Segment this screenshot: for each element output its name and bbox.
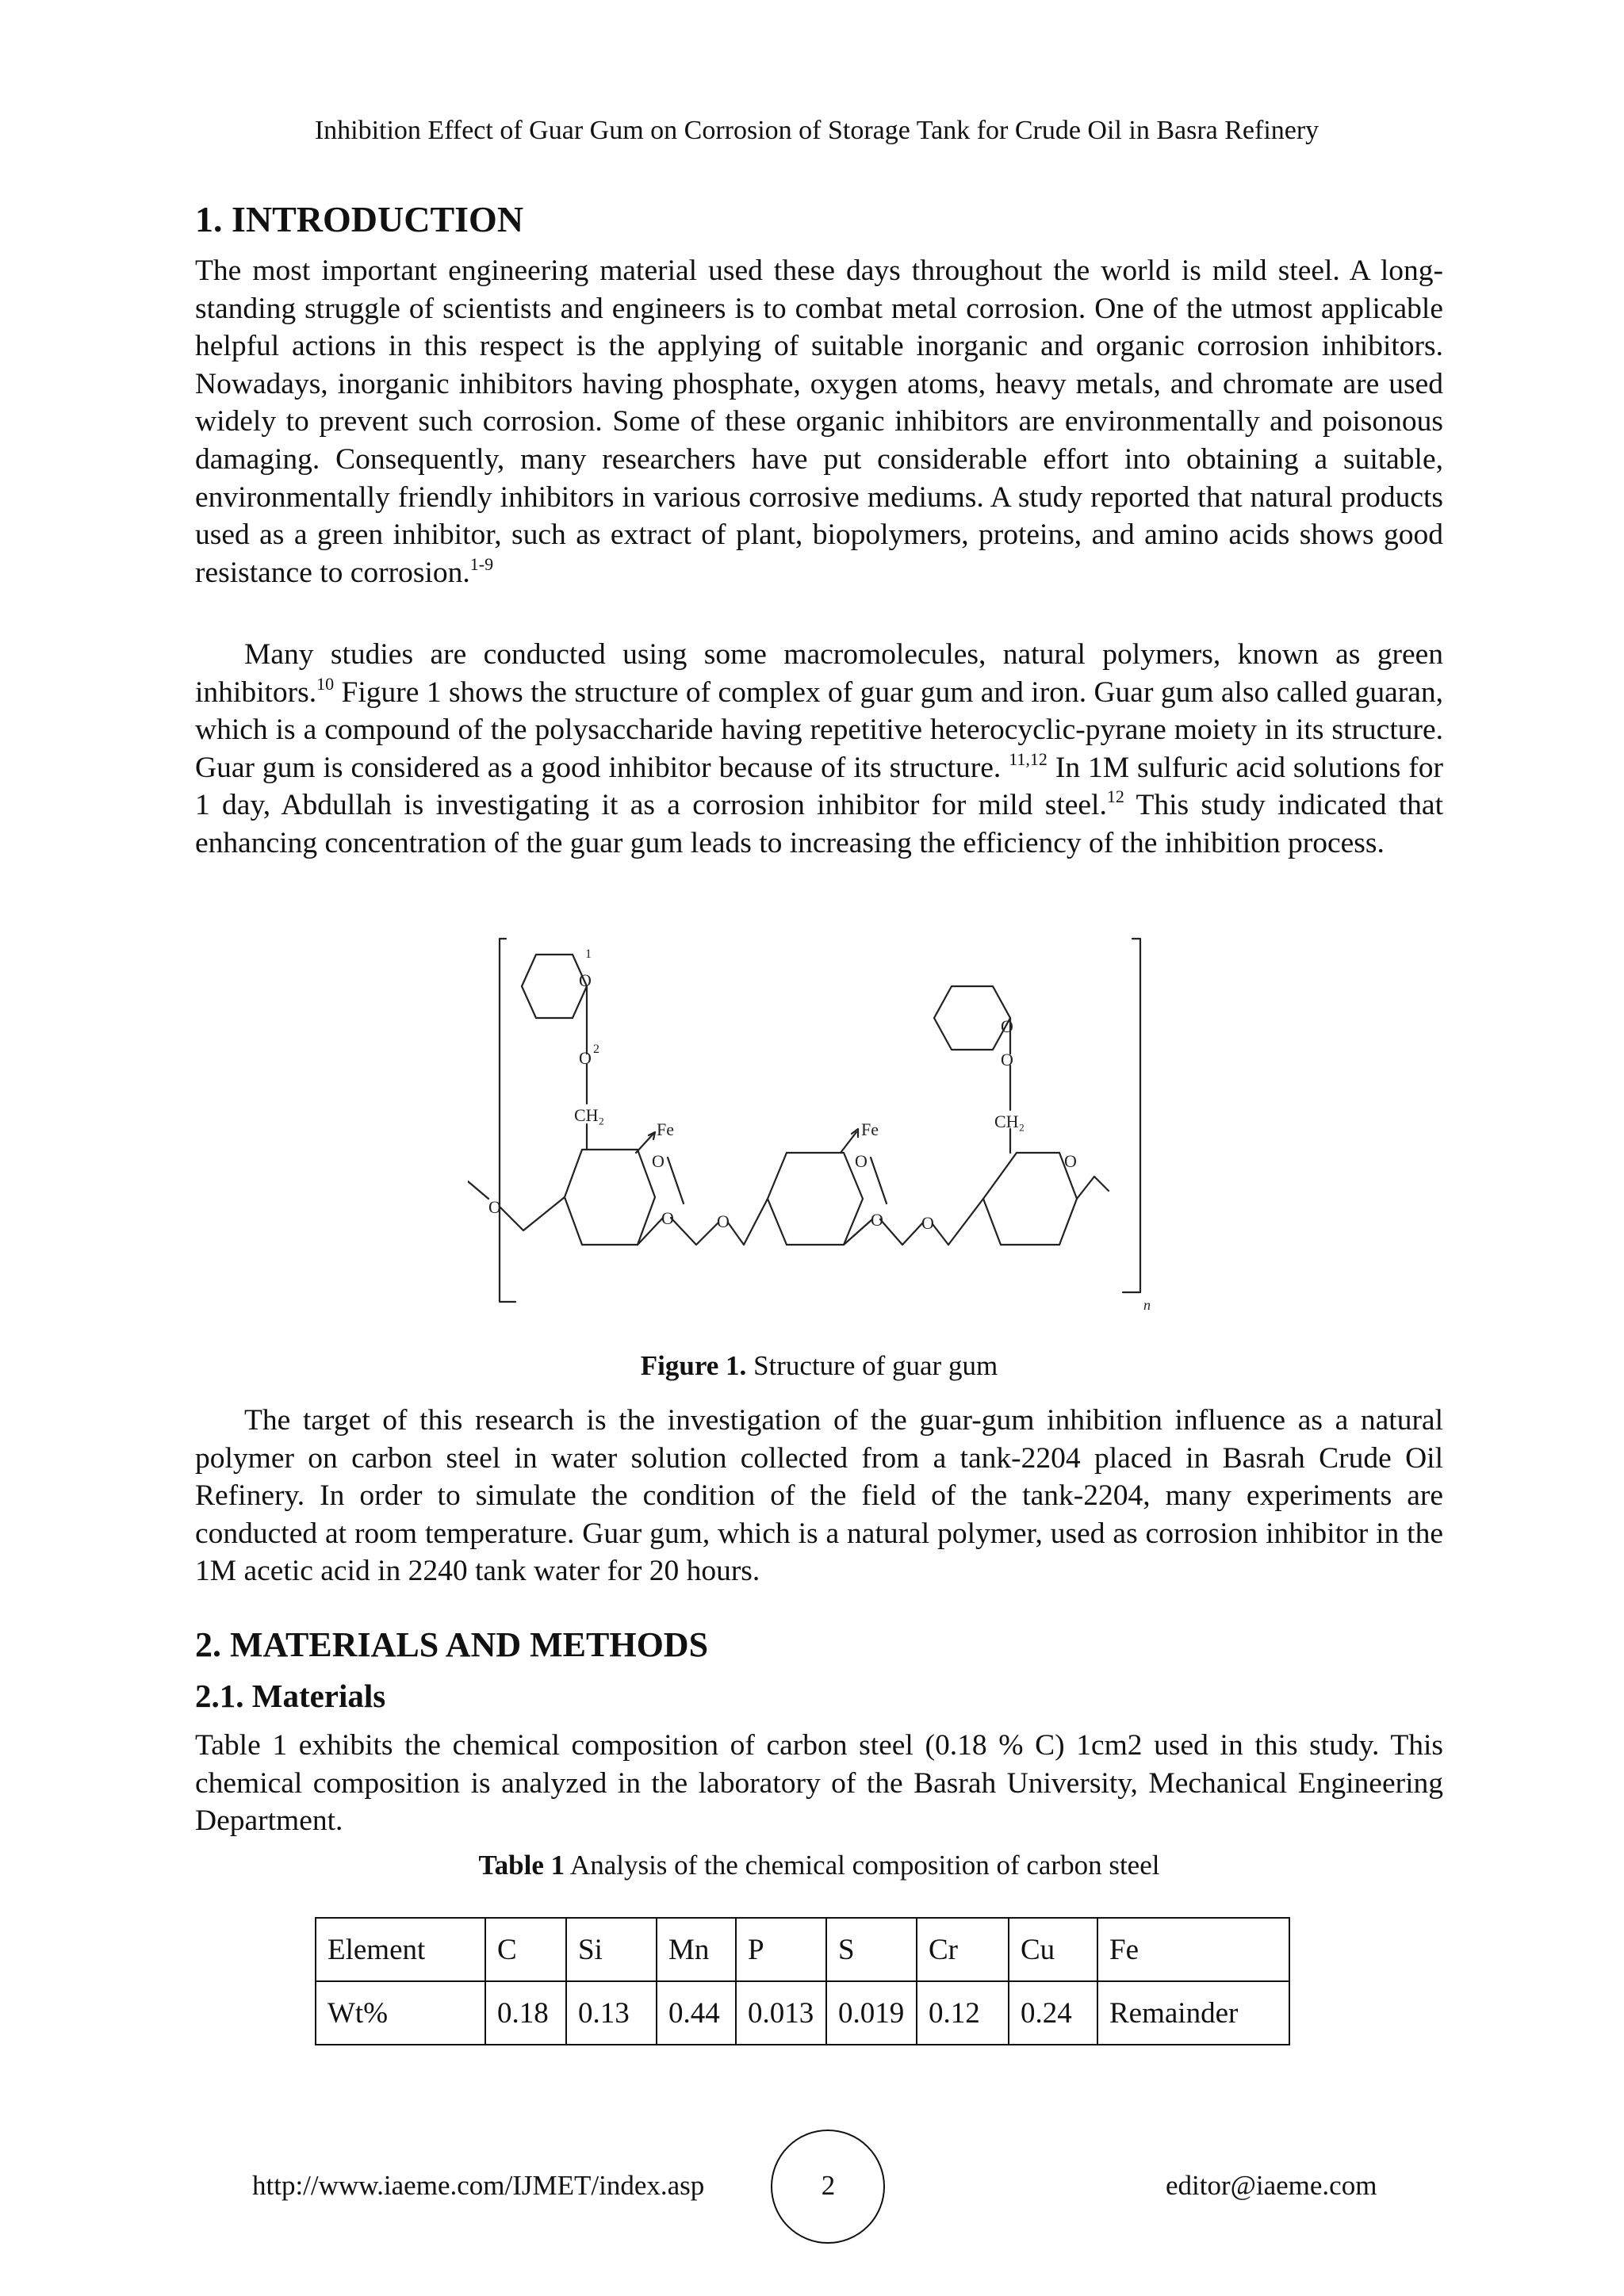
citation-12: 12 (1106, 786, 1124, 807)
backbone-ring-1 (565, 1150, 655, 1245)
label-fe-left: Fe (657, 1119, 674, 1139)
figure-1-caption (195, 1349, 1443, 1383)
label-o-terminal: O (488, 1197, 501, 1217)
citation-10: 10 (316, 673, 335, 694)
guar-gum-structure-figure (468, 929, 1166, 1314)
materials-paragraph: Table 1 exhibits the chemical composition of carbon steel (0.18 % C) 1cm2 used in this study. This chemical composition is analyzed in the laboratory of the Basrah University, Mechanical Engineering Department. (195, 1729, 1443, 1838)
table-row (316, 1981, 1289, 2045)
intro-paragraph-2-text-b: Figure 1 shows the structure of complex of guar gum and iron. Guar gum also called guaran, which is a compound of the polysaccharide having repetitive heterocyclic-pyrane moiety in its structure. Guar gum is considered as a good inhibitor because of its structure. (195, 675, 1443, 784)
intro-paragraph-1-text: The most important engineering material used these days throughout the world is mild steel. A long-standing struggle of scientists and engineers is to combat metal corrosion. One of the utmost applicable helpful actions in this respect is the applying of suitable inorganic and organic corrosion inhibitors. Nowadays, inorganic inhibitors having phosphate, oxygen atoms, heavy metals, and chromate are used widely to prevent such corrosion. Some of these organic inhibitors are environmentally and poisonous damaging. Consequently, many researchers have put considerable effort into obtaining a suitable, environmentally friendly inhibitors in various corrosive mediums. A study reported that natural products used as a green inhibitor, such as extract of plant, biopolymers, proteins, and amino acids shows good resistance to corrosion. (195, 254, 1443, 589)
table-cell: 0.24 (1009, 1981, 1097, 2045)
intro-paragraph-2-text-d: This study indicated that enhancing concentration of the guar gum leads to increasing the efficiency of the inhibition process. (195, 789, 1443, 859)
footer-email-link[interactable]: editor@iaeme.com (1166, 2170, 1377, 2201)
section-heading-materials-methods: 2. MATERIALS AND METHODS (195, 1625, 709, 1664)
label-sup2: 2 (593, 1043, 599, 1056)
right-bracket (1123, 939, 1140, 1292)
table-cell: Cr (917, 1918, 1009, 1981)
chemical-composition-table (315, 1917, 1290, 2045)
intro-paragraph-2-text-c: In 1M sulfuric acid solutions for 1 day, Abdullah is investigating it as a corrosion inhibitor for mild steel. (195, 751, 1444, 822)
table-cell: Cu (1009, 1918, 1097, 1981)
label-o1: O (579, 970, 592, 990)
figure-1-caption-text: Structure of guar gum (746, 1350, 998, 1381)
table-cell: 0.12 (917, 1981, 1009, 2045)
page-number: 2 (821, 2170, 836, 2201)
backbone-ring-2 (768, 1153, 863, 1245)
label-o-ring3: O (1064, 1151, 1077, 1171)
footer-url-link[interactable]: http://www.iaeme.com/IJMET/index.asp (252, 2170, 705, 2201)
label-o-link1: O (661, 1208, 674, 1228)
section-heading-introduction: 1. INTRODUCTION (195, 199, 524, 239)
table-1-caption (195, 1849, 1443, 1882)
table-1-caption-label: Table 1 (478, 1850, 565, 1881)
intro-paragraph-2-text-a: Many studies are conducted using some macromolecules, natural polymers, known as green inhibitors. (195, 638, 1443, 709)
label-ch2-left: CH₂ (574, 1105, 605, 1125)
label-o-link4: O (921, 1213, 934, 1233)
backbone-ring-3 (983, 1153, 1077, 1245)
intro-paragraph-3: The target of this research is the investigation of the guar-gum inhibition influence as a natural polymer on carbon steel in water solution collected from a tank-2204 placed in Basrah Crude Oil Refinery. In order to simulate the condition of the field of the tank-2204, many experiments are conducted at room temperature. Guar gum, which is a natural polymer, used as corrosion inhibitor in the 1M acetic acid in 2240 tank water for 20 hours. (195, 1404, 1443, 1588)
label-o-right-link: O (1001, 1050, 1013, 1070)
citation-11-12: 11,12 (1009, 748, 1048, 769)
guar-gum-structure-diagram (468, 929, 1166, 1314)
table-cell: 0.019 (826, 1981, 917, 2045)
intro-paragraph-2 (195, 636, 1443, 863)
left-bracket (500, 939, 515, 1302)
table-cell: S (826, 1918, 917, 1981)
figure-1-caption-label: Figure 1. (640, 1350, 747, 1381)
table-cell: 0.013 (736, 1981, 826, 2045)
citation-1-9: 1-9 (469, 553, 494, 574)
intro-paragraph-1 (195, 252, 1443, 591)
table-cell: Element (316, 1918, 485, 1981)
pendant-ring-right (934, 986, 1010, 1050)
label-ch2-right: CH₂ (994, 1112, 1025, 1131)
label-o-ring2: O (855, 1151, 868, 1171)
table-cell: P (736, 1918, 826, 1981)
label-fe-right: Fe (861, 1119, 879, 1139)
table-cell: Mn (657, 1918, 736, 1981)
table-cell: 0.44 (657, 1981, 736, 2045)
table-cell: 0.13 (566, 1981, 657, 2045)
table-cell: 0.18 (485, 1981, 566, 2045)
table-cell: C (485, 1918, 566, 1981)
label-sup1: 1 (585, 947, 592, 961)
table-1-caption-text: Analysis of the chemical composition of carbon steel (565, 1850, 1160, 1881)
table-cell: Remainder (1097, 1981, 1289, 2045)
label-o-right-pendant: O (1001, 1016, 1013, 1036)
running-header: Inhibition Effect of Guar Gum on Corrosion of Storage Tank for Crude Oil in Basra Refinery (314, 116, 1320, 145)
label-o-link2: O (717, 1211, 730, 1231)
label-o-link3: O (871, 1210, 883, 1230)
table-cell: Wt% (316, 1981, 485, 2045)
subsection-heading-materials: 2.1. Materials (195, 1678, 386, 1714)
pendant-ring-left (522, 955, 587, 1018)
table-cell: Si (566, 1918, 657, 1981)
label-o2: O (579, 1048, 592, 1068)
label-o-ring1: O (652, 1151, 665, 1171)
label-n: n (1143, 1297, 1151, 1313)
table-row (316, 1918, 1289, 1981)
table-cell: Fe (1097, 1918, 1289, 1981)
